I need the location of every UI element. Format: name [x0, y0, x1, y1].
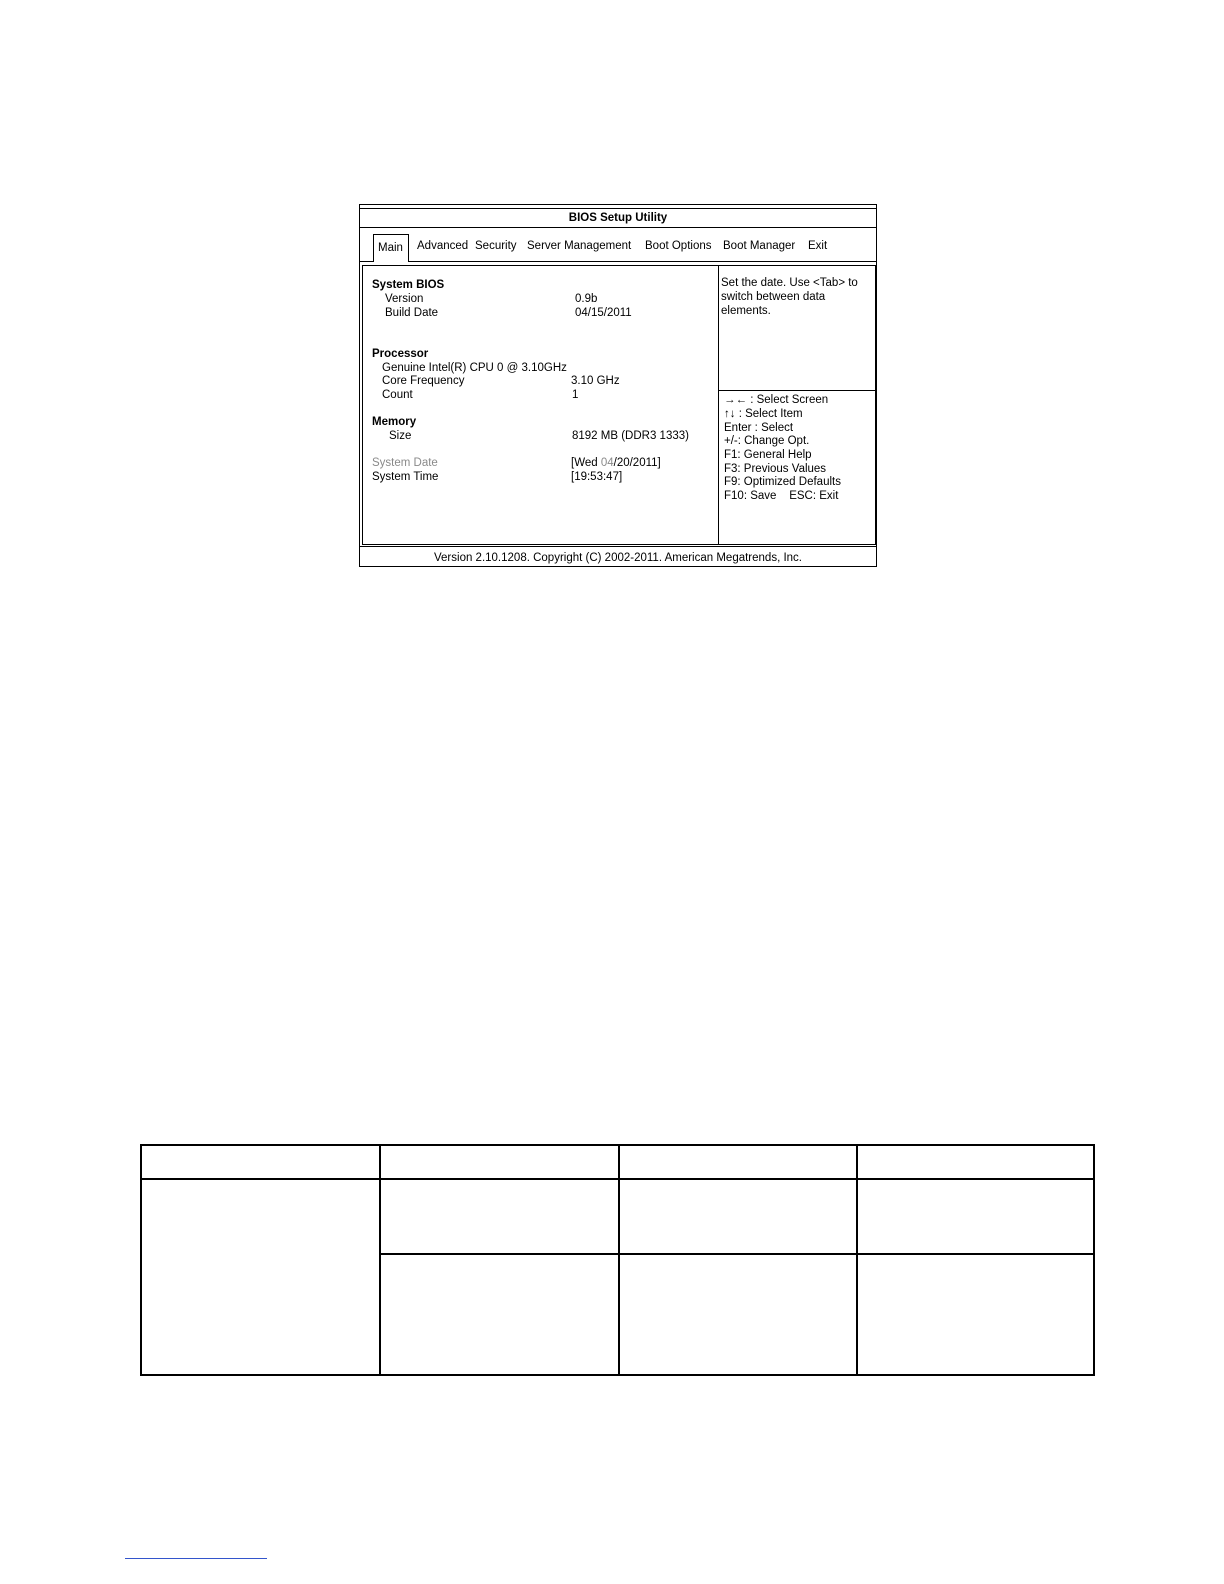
- build-date-label: Build Date: [385, 307, 439, 319]
- help-keys-divider: [719, 390, 875, 391]
- memory-size-value: 8192 MB (DDR3 1333): [572, 430, 689, 442]
- table-row-divider: [379, 1253, 1093, 1255]
- tab-boot-manager[interactable]: Boot Manager: [723, 240, 796, 252]
- bios-main-panel: [362, 265, 876, 545]
- processor-heading: Processor: [372, 348, 429, 360]
- tab-boot-options[interactable]: Boot Options: [645, 240, 712, 252]
- table-col-divider-2: [618, 1146, 620, 1374]
- bios-menu-bar: [360, 229, 876, 262]
- tab-exit[interactable]: Exit: [808, 240, 828, 252]
- key-f9-defaults: F9: Optimized Defaults: [724, 476, 841, 488]
- date-month-selected: 04: [600, 457, 614, 469]
- tab-security[interactable]: Security: [475, 240, 517, 252]
- help-divider: [718, 266, 719, 544]
- empty-table: [140, 1144, 1095, 1376]
- memory-heading: Memory: [372, 416, 417, 428]
- table-col-divider-1: [379, 1146, 381, 1374]
- key-f10-save-esc-exit: F10: Save ESC: Exit: [724, 490, 839, 502]
- bios-screenshot: [359, 204, 877, 567]
- tab-server-management[interactable]: Server Management: [527, 240, 632, 252]
- key-change-opt: +/-: Change Opt.: [724, 435, 810, 447]
- count-value: 1: [572, 389, 579, 401]
- date-rest: /20/2011]: [613, 457, 661, 469]
- system-time-value[interactable]: [19:53:47]: [571, 471, 623, 483]
- system-date-label[interactable]: System Date: [372, 457, 438, 469]
- system-date-value[interactable]: [571, 456, 661, 470]
- system-bios-heading: System BIOS: [372, 279, 445, 291]
- bios-footer: Version 2.10.1208. Copyright (C) 2002-2011. American Megatrends, Inc.: [360, 546, 876, 568]
- table-col-divider-3: [856, 1146, 858, 1374]
- tab-advanced[interactable]: Advanced: [417, 240, 469, 252]
- bios-title: BIOS Setup Utility: [360, 208, 876, 228]
- version-label: Version: [385, 293, 424, 305]
- core-frequency-label: Core Frequency: [382, 375, 465, 387]
- key-select-item: ↑↓ : Select Item: [724, 408, 803, 420]
- system-time-label[interactable]: System Time: [372, 471, 439, 483]
- key-f1-help: F1: General Help: [724, 449, 812, 461]
- help-text: Set the date. Use <Tab> to switch between data elements.: [721, 277, 858, 317]
- date-prefix: [Wed: [571, 457, 601, 469]
- memory-size-label: Size: [389, 430, 412, 442]
- key-f3-previous: F3: Previous Values: [724, 463, 827, 475]
- core-frequency-value: 3.10 GHz: [571, 375, 620, 387]
- cpu-line: Genuine Intel(R) CPU 0 @ 3.10GHz: [382, 362, 567, 374]
- key-select-screen: →← : Select Screen: [724, 394, 829, 406]
- footnote-separator: [125, 1558, 267, 1559]
- tab-main[interactable]: Main: [373, 234, 409, 262]
- count-label: Count: [382, 389, 413, 401]
- version-value: 0.9b: [575, 293, 598, 305]
- build-date-value: 04/15/2011: [575, 307, 632, 319]
- key-enter-select: Enter : Select: [724, 422, 794, 434]
